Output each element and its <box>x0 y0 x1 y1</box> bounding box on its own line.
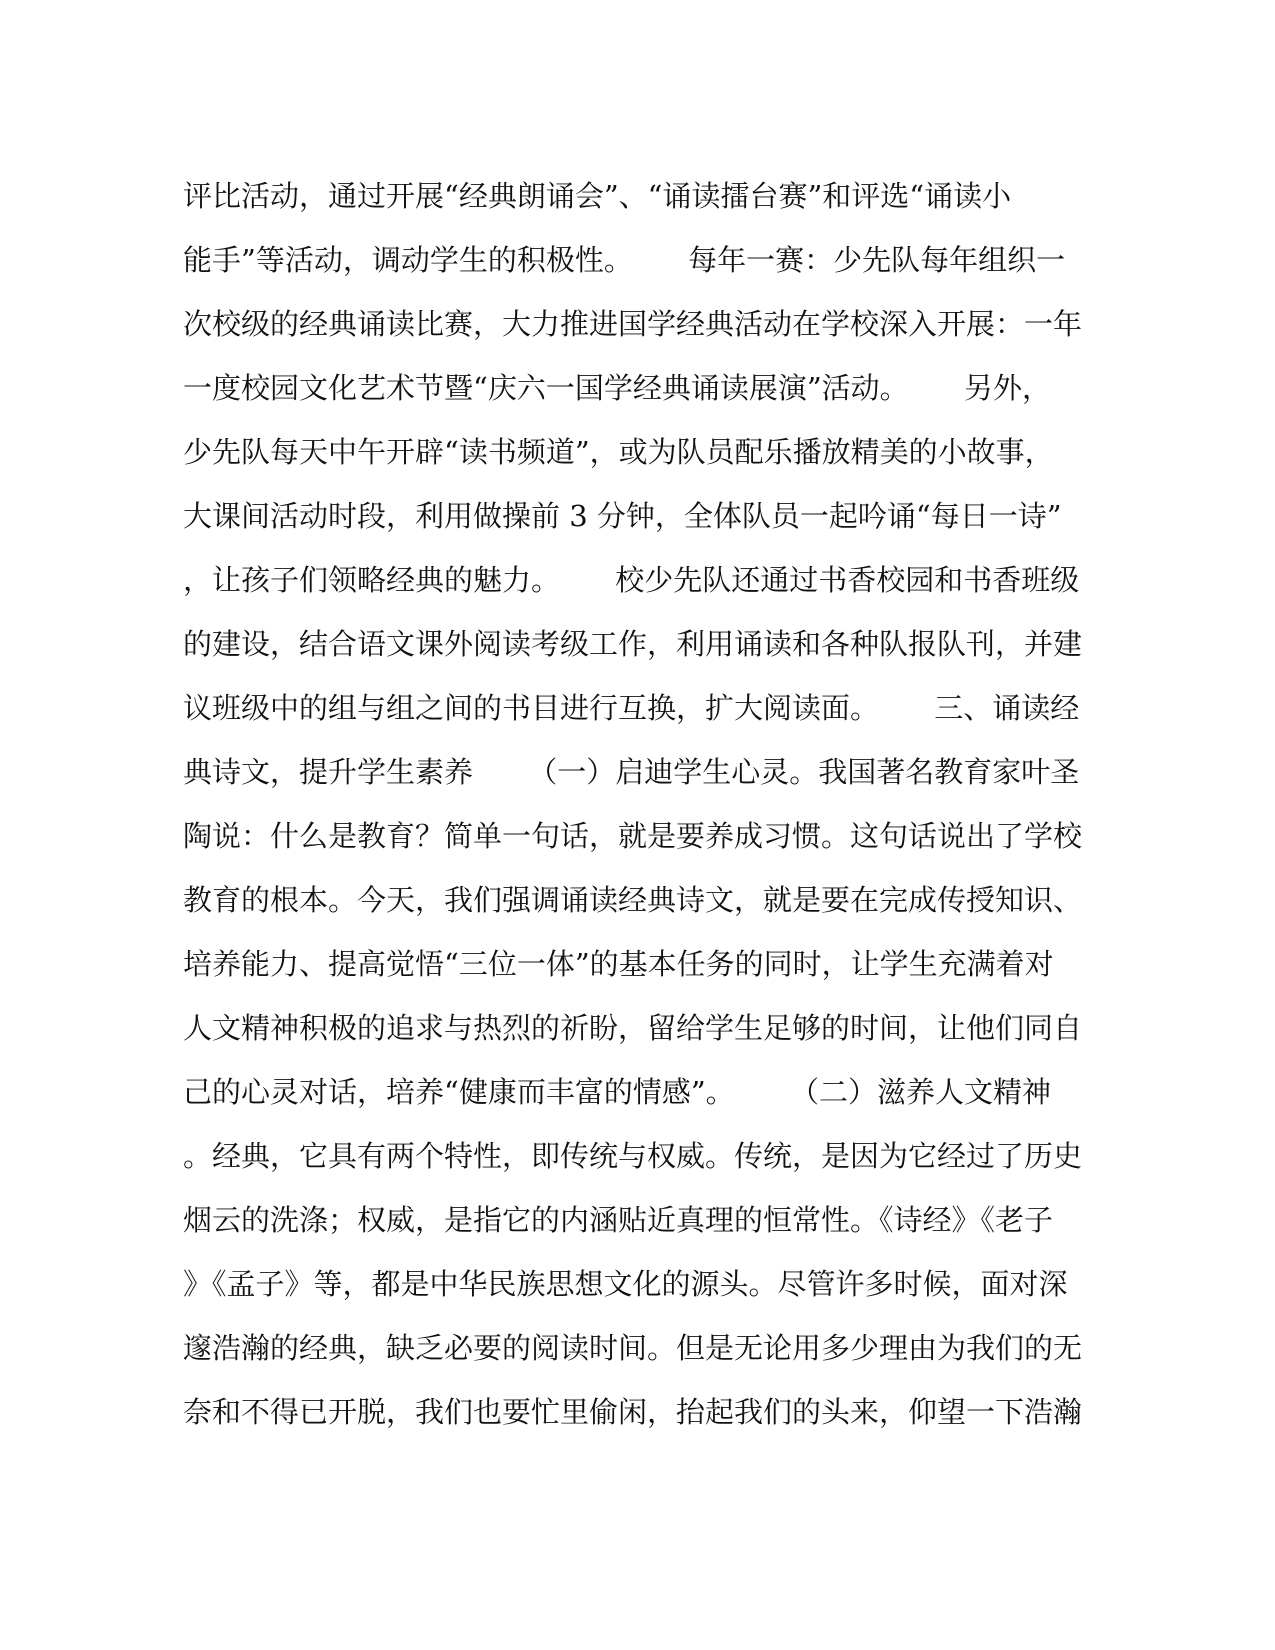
text-line: 奈和不得已开脱，我们也要忙里偷闲，抬起我们的头来，仰望一下浩瀚 <box>183 1395 1083 1429</box>
text-line: 烟云的洗涤；权威，是指它的内涵贴近真理的恒常性。《诗经》《老子 <box>183 1203 1054 1237</box>
text-line: 次校级的经典诵读比赛，大力推进国学经典活动在学校深入开展：一年 <box>183 307 1083 341</box>
text-line: 评比活动，通过开展“经典朗诵会”、“诵读擂台赛”和评选“诵读小 <box>183 179 1012 213</box>
text-line: 己的心灵对话，培养“健康而丰富的情感”。 （二）滋养人文精神 <box>183 1075 1051 1109</box>
text-line: 邃浩瀚的经典，缺乏必要的阅读时间。但是无论用多少理由为我们的无 <box>183 1331 1083 1365</box>
text-line: 典诗文，提升学生素养 （一）启迪学生心灵。我国著名教育家叶圣 <box>183 755 1080 789</box>
text-line: 人文精神积极的追求与热烈的祈盼，留给学生足够的时间，让他们同自 <box>183 1011 1083 1045</box>
text-line: 大课间活动时段，利用做操前 3 分钟，全体队员一起吟诵“每日一诗” <box>183 499 1062 533</box>
text-line: 议班级中的组与组之间的书目进行互换，扩大阅读面。 三、诵读经 <box>183 691 1080 725</box>
text-line: 陶说：什么是教育？简单一句话，就是要养成习惯。这句话说出了学校 <box>183 819 1083 853</box>
text-line: 一度校园文化艺术节暨“庆六一国学经典诵读展演”活动。 另外， <box>183 371 1051 405</box>
body-text <box>183 164 1083 1444</box>
text-line: 》《孟子》等，都是中华民族思想文化的源头。尽管许多时候，面对深 <box>183 1267 1068 1301</box>
text-line: 的建设，结合语文课外阅读考级工作，利用诵读和各种队报队刊，并建 <box>183 627 1083 661</box>
text-line: ，让孩子们领略经典的魅力。 校少先队还通过书香校园和书香班级 <box>183 563 1080 597</box>
text-line: 教育的根本。今天，我们强调诵读经典诗文，就是要在完成传授知识、 <box>183 883 1083 917</box>
text-line: 培养能力、提高觉悟“三位一体”的基本任务的同时，让学生充满着对 <box>183 947 1054 981</box>
text-line: 。经典，它具有两个特性，即传统与权威。传统，是因为它经过了历史 <box>183 1139 1083 1173</box>
text-line: 能手”等活动，调动学生的积极性。 每年一赛：少先队每年组织一 <box>183 243 1066 277</box>
text-line: 少先队每天中午开辟“读书频道”，或为队员配乐播放精美的小故事， <box>183 435 1054 469</box>
